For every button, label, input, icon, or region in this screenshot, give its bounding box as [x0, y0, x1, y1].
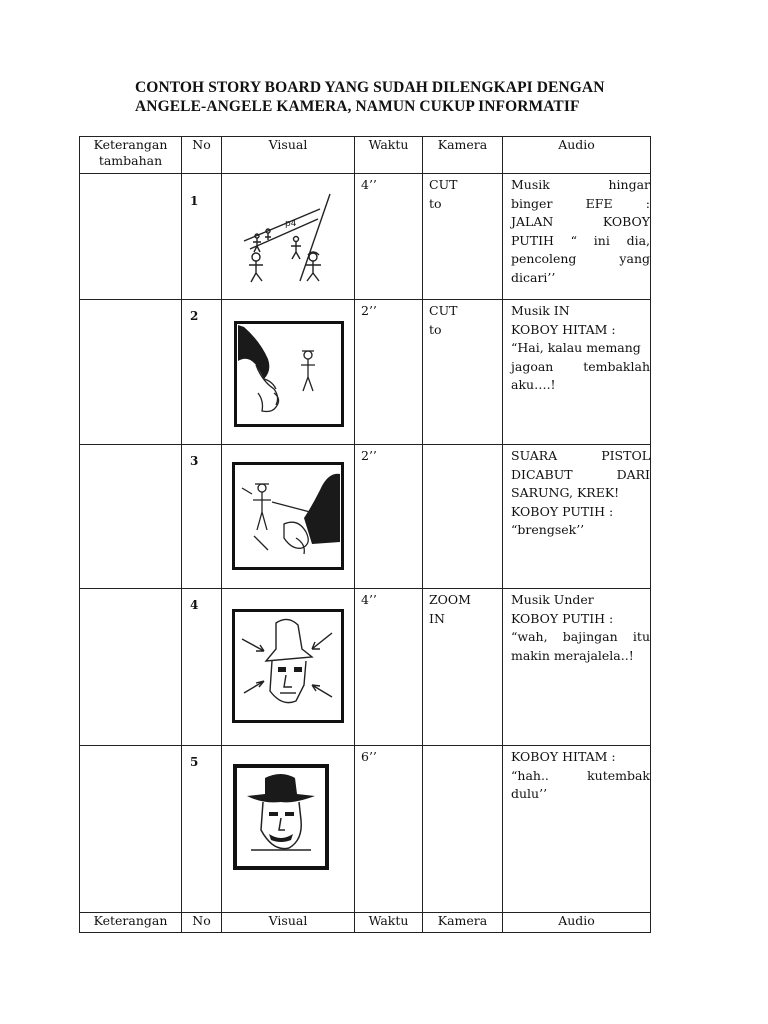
waktu-cell: 2’’ — [355, 445, 423, 589]
table-row — [80, 746, 651, 913]
table-row — [80, 300, 651, 445]
header-waktu: Waktu — [355, 137, 423, 174]
keterangan-cell — [80, 174, 182, 300]
footer-keterangan: Keterangan — [80, 913, 182, 933]
row-number: 5 — [182, 746, 222, 913]
footer-audio: Audio — [503, 913, 651, 933]
header-kamera: Kamera — [423, 137, 503, 174]
kamera-cell: ZOOM IN — [423, 589, 503, 746]
header-no: No — [182, 137, 222, 174]
storyboard-table — [79, 136, 651, 933]
header-keterangan: Keterangan tambahan — [80, 137, 182, 174]
header-row — [80, 137, 651, 174]
keterangan-cell — [80, 445, 182, 589]
title-line-1: CONTOH STORY BOARD YANG SUDAH DILENGKAPI DENGAN — [135, 79, 605, 96]
table-row — [80, 445, 651, 589]
audio-cell: SUARA PISTOL DICABUT DARI SARUNG, KREK! KOBOY PUTIH : “brengsek’’ — [503, 445, 651, 589]
visual-cell — [222, 589, 355, 746]
row-number: 3 — [182, 445, 222, 589]
row-number: 1 — [182, 174, 222, 300]
page-title — [135, 78, 735, 116]
waktu-cell: 2’’ — [355, 300, 423, 445]
waktu-cell: 4’’ — [355, 174, 423, 300]
audio-cell: KOBOY HITAM : “hah.. kutembak dulu’’ — [503, 746, 651, 913]
keterangan-cell — [80, 589, 182, 746]
table-row — [80, 174, 651, 300]
pistol-draw-sketch-icon — [232, 462, 344, 570]
cowboys-running-sketch-icon — [230, 189, 348, 289]
footer-no: No — [182, 913, 222, 933]
row-number: 2 — [182, 300, 222, 445]
visual-cell — [222, 445, 355, 589]
footer-visual: Visual — [222, 913, 355, 933]
visual-cell — [222, 174, 355, 300]
kamera-cell: CUT to — [423, 174, 503, 300]
audio-cell: Musik IN KOBOY HITAM : “Hai, kalau memang jagoan tembaklah aku….! — [503, 300, 651, 445]
visual-cell — [222, 300, 355, 445]
cowboy-closeup-sketch-icon — [233, 764, 329, 870]
hand-over-shoulder-sketch-icon — [234, 321, 344, 427]
footer-waktu: Waktu — [355, 913, 423, 933]
waktu-cell: 4’’ — [355, 589, 423, 746]
kamera-cell — [423, 746, 503, 913]
audio-cell: Musik hingar binger EFE : JALAN KOBOY PUTIH “ ini dia, pencoleng yang dicari’’ — [503, 174, 651, 300]
audio-cell: Musik Under KOBOY PUTIH : “wah, bajingan itu makin merajalela..! — [503, 589, 651, 746]
svg-text:p4: p4 — [285, 219, 297, 229]
footer-row — [80, 913, 651, 933]
kamera-cell — [423, 445, 503, 589]
header-visual: Visual — [222, 137, 355, 174]
visual-cell — [222, 746, 355, 913]
keterangan-cell — [80, 746, 182, 913]
kamera-cell: CUT to — [423, 300, 503, 445]
footer-kamera: Kamera — [423, 913, 503, 933]
table-row — [80, 589, 651, 746]
zoom-face-sketch-icon — [232, 609, 344, 723]
keterangan-cell — [80, 300, 182, 445]
row-number: 4 — [182, 589, 222, 746]
title-line-2: ANGELE-ANGELE KAMERA, NAMUN CUKUP INFORMATIF — [135, 98, 580, 115]
waktu-cell: 6’’ — [355, 746, 423, 913]
header-audio: Audio — [503, 137, 651, 174]
